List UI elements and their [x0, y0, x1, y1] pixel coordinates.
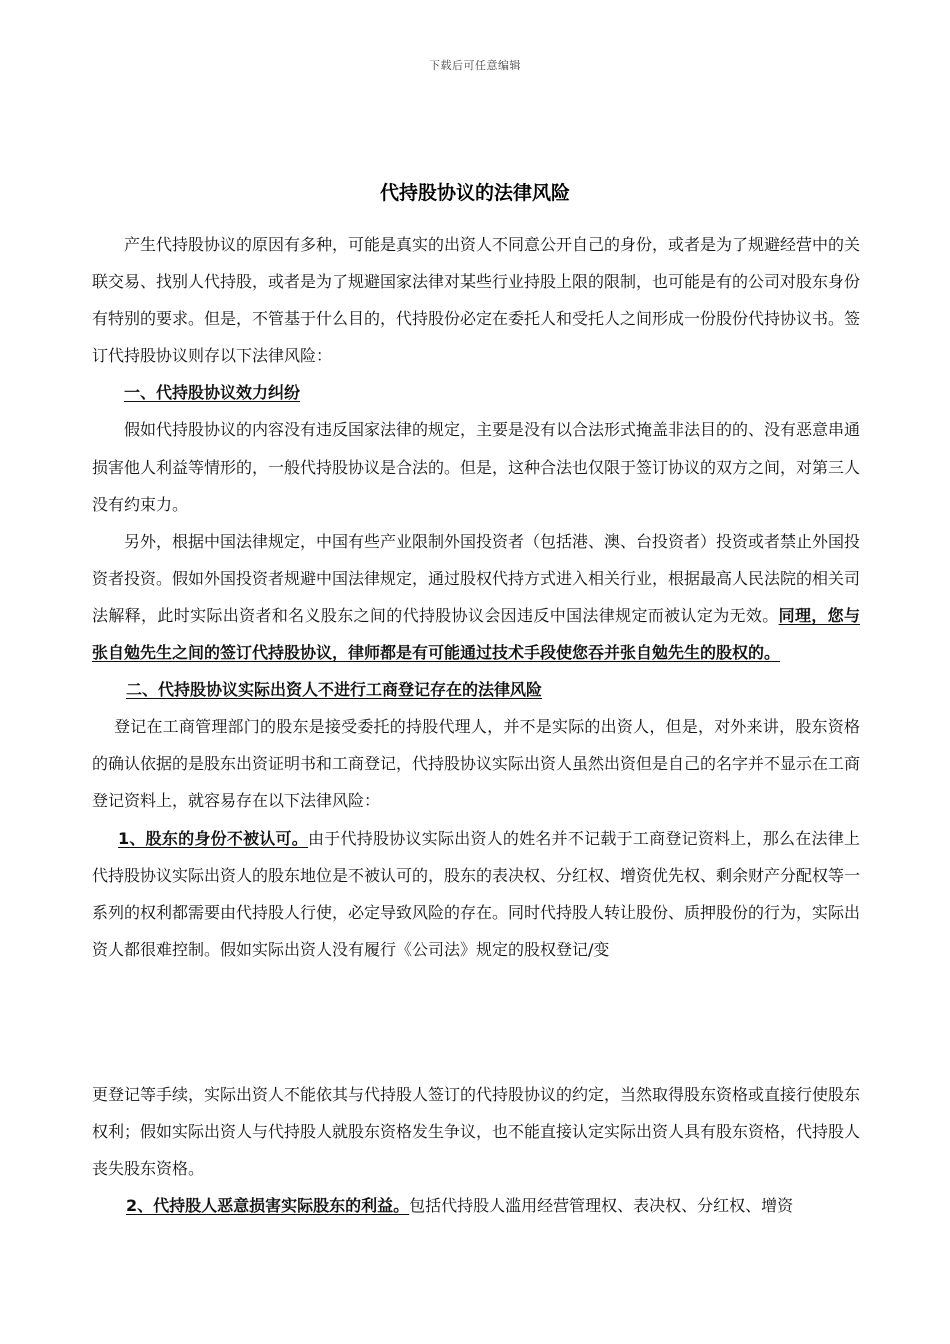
header-note: 下载后可任意编辑 — [429, 59, 521, 72]
section-2-item-2 — [92, 1187, 860, 1224]
section-1-heading: 一、代持股协议效力纠纷 — [124, 383, 301, 403]
section-2-item-2-text: 包括代持股人滥用经营管理权、表决权、分红权、增资 — [409, 1196, 794, 1216]
section-2-item-1-heading: 1、股东的身份不被认可。 — [118, 828, 309, 848]
section-1-paragraph-2 — [92, 523, 860, 671]
section-1-heading-row — [92, 374, 860, 411]
section-2-item-1 — [92, 820, 860, 968]
document-title: 代持股协议的法律风险 — [379, 182, 570, 204]
document-body-part-2 — [92, 1076, 860, 1224]
intro-paragraph: 产生代持股协议的原因有多种，可能是真实的出资人不同意公开自己的身份，或者是为了规避经营中的关联交易、找别人代持股，或者是为了规避国家法律对某些行业持股上限的限制，也可能是有的公司对股东身份有特别的要求。但是，不管基于什么目的，代持股份必定在委托人和受托人之间形成一份股份代持协议书。签订代持股协议则存以下法律风险： — [92, 235, 861, 366]
document-body-part-1 — [92, 226, 860, 968]
section-1-paragraph-2-text: 另外，根据中国法律规定，中国有些产业限制外国投资者（包括港、澳、台投资者）投资或者禁止外国投资者投资。假如外国投资者规避中国法律规定，通过股权代持方式进入相关行业，根据最高人民法院的相关司法解释，此时实际出资者和名义股东之间的代持股协议会因违反中国法律规定而被认定为无效。 — [92, 531, 861, 625]
section-2-item-2-heading: 2、代持股人恶意损害实际股东的利益。 — [126, 1196, 410, 1216]
section-2-heading: 二、代持股协议实际出资人不进行工商登记存在的法律风险 — [126, 680, 543, 700]
section-1-paragraph-2-emphasis: 同理，您与张自勉先生之间的签订代持股协议，律师都是有可能通过技术手段使您吞并张自勉先生的股权的。 — [92, 605, 860, 663]
section-2-item-1-text: 由于代持股协议实际出资人的姓名并不记载于工商登记资料上，那么在法律上代持股协议实际出资人的股东地位是不被认可的，股东的表决权、分红权、增资优先权、剩余财产分配权等一系列的权利都需要由代持股人行使，必定导致风险的存在。同时代持股人转让股份、质押股份的行为，实际出资人都很难控制。假如实际出资人没有履行《公司法》规定的股权登记/变 — [92, 828, 861, 959]
section-2-item-1-continued: 更登记等手续，实际出资人不能依其与代持股人签订的代持股协议的约定，当然取得股东资格或直接行使股东权利；假如实际出资人与代持股人就股东资格发生争议，也不能直接认定实际出资人具有股东资格，代持股人丧失股东资格。 — [92, 1085, 861, 1179]
section-2-heading-row — [92, 671, 860, 708]
section-2-paragraph-1: 登记在工商管理部门的股东是接受委托的持股代理人，并不是实际的出资人，但是，对外来讲，股东资格的确认依据的是股东出资证明书和工商登记，代持股协议实际出资人虽然出资但是自己的名字并不显示在工商登记资料上，就容易存在以下法律风险： — [92, 717, 861, 811]
section-1-paragraph-1: 假如代持股协议的内容没有违反国家法律的规定，主要是没有以合法形式掩盖非法目的的、没有恶意串通损害他人利益等情形的，一般代持股协议是合法的。但是，这种合法也仅限于签订协议的双方之间，对第三人没有约束力。 — [92, 420, 861, 514]
